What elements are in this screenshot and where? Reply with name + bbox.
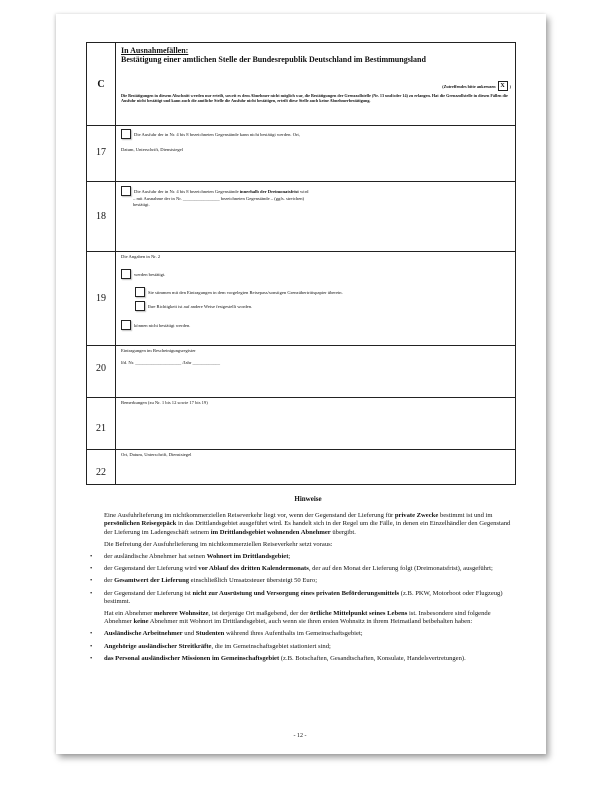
register-number-line: lfd. Nr. ____________________ /Jahr ____________ [121,360,221,365]
list-item: • Ausländische Arbeitnehmer und Studenten während ihres Aufenthalts im Gemeinschaftsgebiet; [104,630,512,638]
exception-line: – mit Ausnahme der in Nr. ________________ bezeichneten Gegenstände – (ggfs. streichen) [133,196,305,201]
list-item: • Angehörige ausländischer Streitkräfte, die im Gemeinschaftsgebiet stationiert sind; [104,643,512,651]
tick-instruction [442,81,511,91]
field-label: Die Angaben in Nr. 2 [121,254,161,259]
section-c-header [87,43,515,126]
checkbox-label: Ihre Richtigkeit ist auf andere Weise festgestellt worden. [148,303,253,309]
document-page [56,14,546,754]
row-number: 19 [96,293,106,304]
notes-paragraph: Eine Ausfuhrlieferung im nichtkommerziellen Reiseverkehr liegt vor, wenn der Gegenstand der Lieferung für private Zwecke bestimmt ist und im persönlichen Reisegepäck in das Drittlandsgebiet ausgeführt wird. Es handelt sich in der Regel um die Fälle, in denen ein Einzelhändler den Gegenstand der Lieferung im Ladengeschäft seinem im Drittlandsgebiet wohnenden Abnehmer übergibt. [104,512,511,536]
field-label: Bemerkungen (zu Nr. 1 bis 12 sowie 17 bis 19) [121,400,208,405]
row-19 [87,251,515,346]
row-21 [87,397,515,450]
checkbox-export-not-confirmed[interactable] [121,129,131,139]
field-label: Ort, Datum, Unterschrift, Dienstsiegel [121,452,192,457]
section-title-exception: In Ausnahmefällen: [121,46,189,55]
list-item: • der Gegenstand der Lieferung wird vor Ablauf des dritten Kalendermonats, der auf den Monat der Lieferung folgt (Dreimonatsfrist), ausgeführt; [104,565,512,573]
list-item: • der Gesamtwert der Lieferung einschließlich Umsatzsteuer übersteigt 50 Euro; [104,577,512,585]
exceptions-list [104,630,512,663]
row-number: 17 [96,147,106,158]
row-20 [87,345,515,398]
list-item: • der ausländische Abnehmer hat seinen Wohnort im Drittlandsgebiet; [104,553,512,561]
notes-section [104,495,512,667]
section-c-explanation: Die Bestätigungen in diesem Abschnitt werden nur erteilt, soweit es dem Abnehmer nicht möglich war, die Bestätigungen der Grenzzollstelle (Nr. 13 und/oder 14) zu erlangen. Hat die Grenzzollstelle in diesen Fällen die Ausfuhr nicht bestätigt und kann auch die amtliche Stelle die Ausfuhr nicht bestätigen, erteilt diese Stelle auch keine Abnehmerbestätigung. [121,93,508,104]
example-checkbox: X [498,81,508,91]
row-17 [87,125,515,182]
checkbox-label: Sie stimmen mit den Eintragungen in dem vorgelegten Reisepass/sonstigen Grenzübertrittspapier überein. [148,289,343,295]
notes-paragraph: Die Befreiung der Ausfuhrlieferung im nichtkommerziellen Reiseverkehr setzt voraus: [104,540,333,548]
section-letter: C [97,79,105,90]
row-number: 20 [96,363,106,374]
requirements-list [104,553,512,606]
checkbox-matches-passport[interactable] [135,287,145,297]
row-18 [87,181,515,252]
row-number: 22 [96,467,106,478]
notes-paragraph: Hat ein Abnehmer mehrere Wohnsitze, ist derjenige Ort maßgebend, der der örtliche Mittelpunkt seines Lebens ist. Insbesondere sind folgende Abnehmer keine Abnehmer mit Wohnort im Drittlandsgebiet, auch wenn sie ihren ersten Wohnsitz in ihrem Heimatland beibehalten haben: [104,610,491,626]
checkbox-label: können nicht bestätigt werden. [134,322,191,328]
section-title-confirmation: Bestätigung einer amtlichen Stelle der Bundesrepublik Deutschland im Bestimmungsland [121,55,426,64]
checkbox-details-not-confirmed[interactable] [121,320,131,330]
list-item: • der Gegenstand der Lieferung ist nicht zur Ausrüstung und Versorgung eines privaten Beförderungsmittels (z.B. PKW, Motorboot oder Flugzeug) bestimmt. [104,590,512,606]
checkbox-verified-otherwise[interactable] [135,301,145,311]
row-number: 18 [96,211,106,222]
checkbox-label: Die Ausfuhr der in Nr. 4 bis 8 bezeichneten Gegenstände kann nicht bestätigt werden. Ort, [134,131,300,137]
page-number: - 12 - [293,733,307,739]
checkbox-label-c: wird [299,188,309,194]
row-number: 21 [96,423,106,434]
row-22 [87,449,515,484]
tick-instruction-close: ) [509,83,511,89]
checkbox-export-confirmed[interactable] [121,186,131,196]
checkbox-label: werden bestätigt. [134,271,166,277]
notes-title: Hinweise [294,495,322,503]
field-label: Eintragungen im Bescheinigungsregister [121,348,196,353]
checkbox-details-confirmed[interactable] [121,269,131,279]
checkbox-label-b: innerhalb der Dreimonatsfrist [239,188,299,194]
tick-instruction-text: (Zutreffendes bitte ankreuzen [442,83,496,89]
signature-field-label: Datum, Unterschrift, Dienstsiegel [121,147,183,152]
confirmed-line: bestätigt. [133,202,150,207]
section-c-form [86,42,516,485]
list-item: • das Personal ausländischer Missionen im Gemeinschaftsgebiet (z.B. Botschaften, Gesandtschaften, Konsulate, Handelsvertretungen). [104,655,512,663]
checkbox-label-a: Die Ausfuhr der in Nr. 4 bis 8 bezeichneten Gegenstände [134,188,239,194]
